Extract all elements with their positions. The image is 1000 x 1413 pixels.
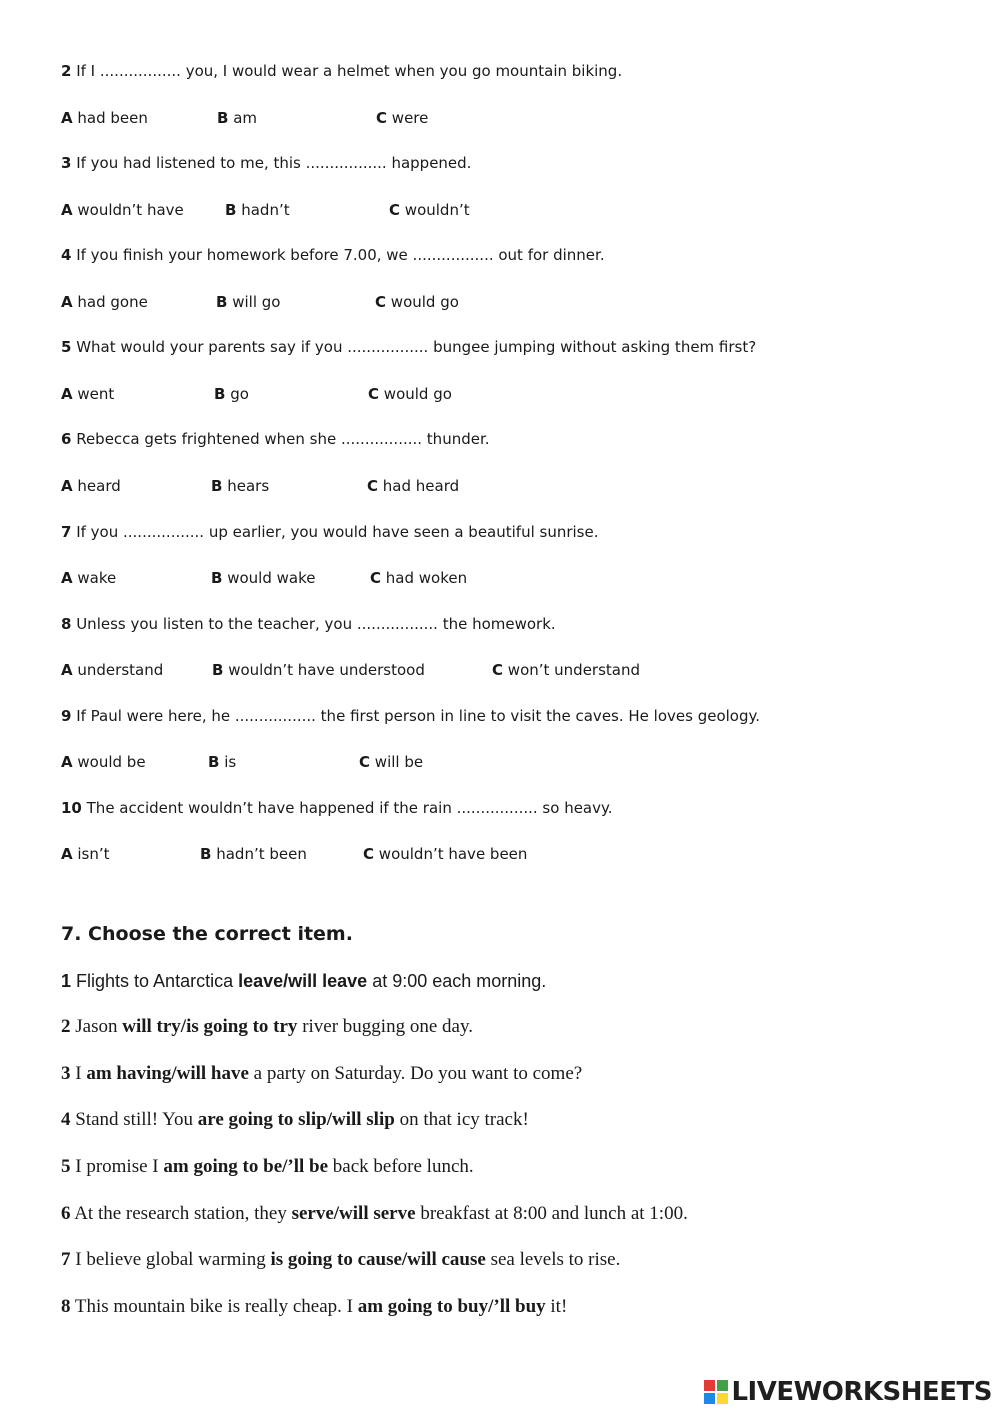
choice[interactable]: will try/is going to try <box>122 1016 298 1037</box>
choice[interactable]: am going to buy/’ll buy <box>357 1296 546 1317</box>
option-c[interactable]: C had woken <box>370 569 468 587</box>
option-a[interactable]: A isn’t <box>61 845 110 863</box>
question-10: 10 The accident wouldn’t have happened if the rain ................. so heavy. <box>61 799 613 817</box>
option-a[interactable]: A understand <box>61 661 164 679</box>
option-a[interactable]: A wake <box>61 569 117 587</box>
choice[interactable]: serve/will serve <box>291 1203 416 1224</box>
sentence-6: 6 At the research station, they serve/will serve breakfast at 8:00 and lunch at 1:00. <box>61 1203 688 1224</box>
option-b[interactable]: B hadn’t <box>225 201 290 219</box>
option-a[interactable]: A heard <box>61 477 121 495</box>
option-b[interactable]: B will go <box>216 293 281 311</box>
question-5: 5 What would your parents say if you ................. bungee jumping without asking them first? <box>61 338 757 356</box>
sentence-3: 3 I am having/will have a party on Saturday. Do you want to come? <box>61 1063 583 1084</box>
option-a[interactable]: A had gone <box>61 293 148 311</box>
question-2: 2 If I ................. you, I would wear a helmet when you go mountain biking. <box>61 62 623 80</box>
option-b[interactable]: B hadn’t been <box>200 845 307 863</box>
sentence-4: 4 Stand still! You are going to slip/will slip on that icy track! <box>61 1109 529 1130</box>
section-heading: 7. Choose the correct item. <box>61 923 353 945</box>
option-b[interactable]: B am <box>217 109 258 127</box>
question-7: 7 If you ................. up earlier, you would have seen a beautiful sunrise. <box>61 523 599 541</box>
sentence-8: 8 This mountain bike is really cheap. I am going to buy/’ll buy it! <box>61 1296 568 1317</box>
question-4: 4 If you finish your homework before 7.00, we ................. out for dinner. <box>61 246 605 264</box>
option-c[interactable]: C will be <box>359 753 424 771</box>
option-c[interactable]: C were <box>376 109 429 127</box>
question-6: 6 Rebecca gets frightened when she ................. thunder. <box>61 430 490 448</box>
sentence-1: 1 Flights to Antarctica leave/will leave at 9:00 each morning. <box>61 971 547 991</box>
option-b[interactable]: B wouldn’t have understood <box>212 661 425 679</box>
sentence-5: 5 I promise I am going to be/’ll be back before lunch. <box>61 1156 474 1177</box>
choice[interactable]: am going to be/’ll be <box>163 1156 329 1177</box>
question-8: 8 Unless you listen to the teacher, you ................. the homework. <box>61 615 556 633</box>
option-c[interactable]: C would go <box>368 385 452 403</box>
option-b[interactable]: B is <box>208 753 237 771</box>
option-a[interactable]: A wouldn’t have <box>61 201 184 219</box>
logo-text: LIVEWORKSHEETS <box>731 1377 992 1407</box>
option-c[interactable]: C would go <box>375 293 459 311</box>
question-3: 3 If you had listened to me, this ................. happened. <box>61 154 472 172</box>
option-a[interactable]: A had been <box>61 109 148 127</box>
sentence-7: 7 I believe global warming is going to cause/will cause sea levels to rise. <box>61 1249 621 1270</box>
option-c[interactable]: C wouldn’t <box>389 201 470 219</box>
option-b[interactable]: B would wake <box>211 569 316 587</box>
logo-grid-icon <box>704 1380 728 1404</box>
sentence-2: 2 Jason will try/is going to try river bugging one day. <box>61 1016 473 1037</box>
option-c[interactable]: C wouldn’t have been <box>363 845 528 863</box>
option-b[interactable]: B go <box>214 385 249 403</box>
question-9: 9 If Paul were here, he ................. the first person in line to visit the caves. He loves geology. <box>61 707 761 725</box>
option-a[interactable]: A would be <box>61 753 146 771</box>
option-c[interactable]: C won’t understand <box>492 661 641 679</box>
choice[interactable]: are going to slip/will slip <box>197 1109 395 1130</box>
liveworksheets-logo <box>704 1377 992 1407</box>
option-b[interactable]: B hears <box>211 477 270 495</box>
choice[interactable]: am having/will have <box>86 1063 249 1084</box>
option-c[interactable]: C had heard <box>367 477 460 495</box>
choice[interactable]: leave/will leave <box>238 971 368 991</box>
choice[interactable]: is going to cause/will cause <box>270 1249 486 1270</box>
option-a[interactable]: A went <box>61 385 115 403</box>
